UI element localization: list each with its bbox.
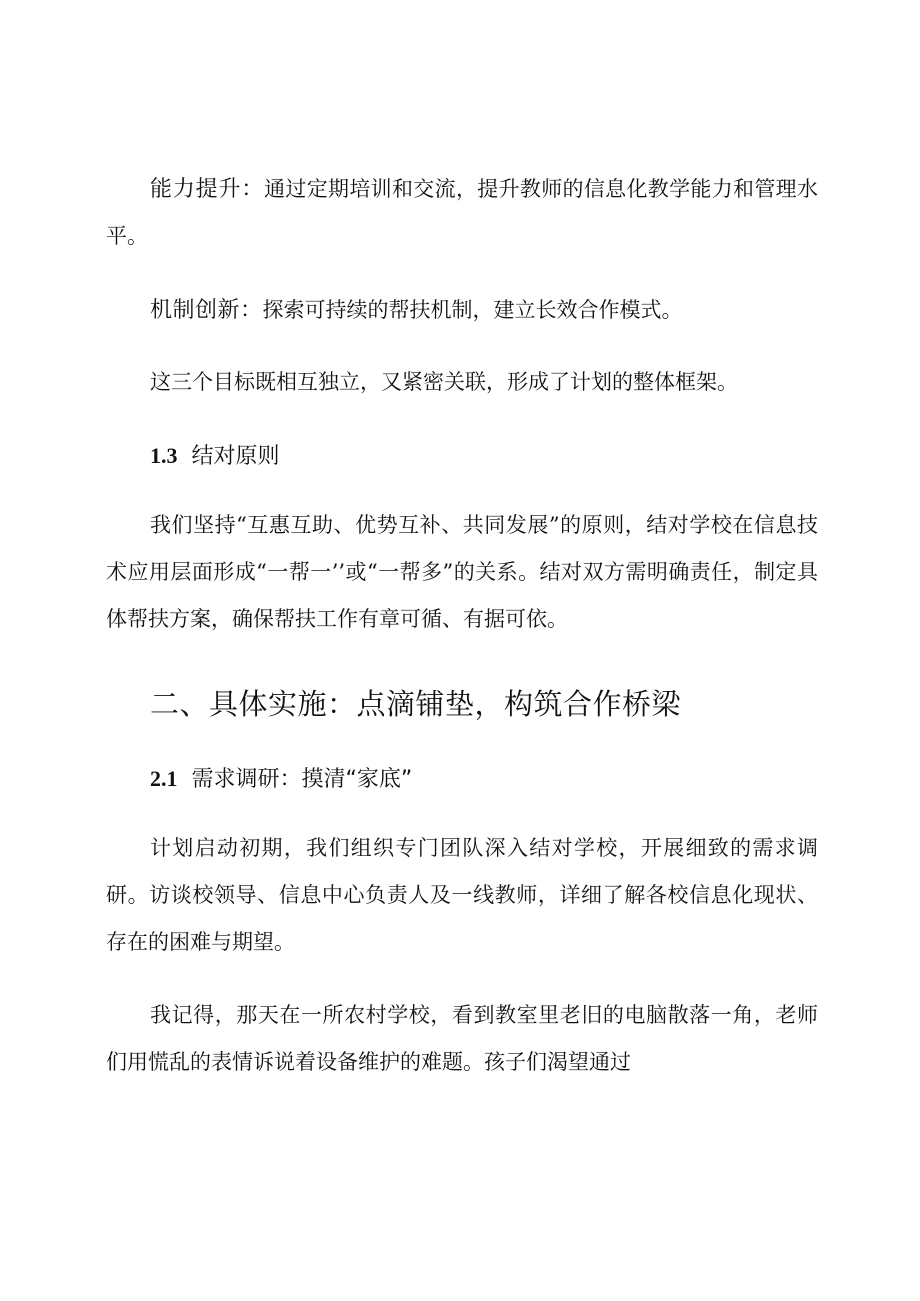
section-1-3-heading xyxy=(106,441,818,472)
section-title: 需求调研：摸清“家底” xyxy=(191,767,413,792)
section-2-1-heading xyxy=(106,764,818,795)
memory xyxy=(106,992,818,1086)
goal-mechanism xyxy=(106,287,818,334)
chapter-2-heading xyxy=(106,684,818,724)
memory-paragraph: 我记得，那天在一所农村学校，看到教室里老旧的电脑散落一角，老师们用慌乱的表情诉说着设备维护的难题。孩子们渴望通过 xyxy=(106,1003,818,1074)
principle-paragraph: 我们坚持“互惠互助、优势互补、共同发展”的原则，结对学校在信息技术应用层面形成“一帮一’’或“一帮多”的关系。结对双方需明确责任，制定具体帮扶方案，确保帮扶工作有章可循、有据可依。 xyxy=(106,513,818,631)
goal-capability xyxy=(106,166,818,260)
goal-mechanism-lead: 机制创新： xyxy=(150,298,263,323)
principle xyxy=(106,502,818,643)
research-paragraph: 计划启动初期，我们组织专门团队深入结对学校，开展细致的需求调研。访谈校领导、信息中心负责人及一线教师，详细了解各校信息化现状、存在的困难与期望。 xyxy=(106,836,818,954)
section-number: 1.3 xyxy=(150,443,178,468)
section-title: 结对原则 xyxy=(191,444,280,469)
goal-capability-paragraph xyxy=(106,166,818,260)
research xyxy=(106,825,818,966)
chapter-title: 二、具体实施：点滴铺垫，构筑合作桥梁 xyxy=(150,687,682,721)
goal-mechanism-paragraph xyxy=(106,287,818,334)
goal-capability-lead: 能力提升： xyxy=(150,177,265,202)
section-heading xyxy=(106,441,818,472)
section-number: 2.1 xyxy=(150,766,178,791)
goal-capability-text: 通过定期培训和交流，提升教师的信息化教学能力和管理水平。 xyxy=(106,177,818,248)
goal-mechanism-text: 探索可持续的帮扶机制，建立长效合作模式。 xyxy=(262,298,683,322)
summary-paragraph: 这三个目标既相互独立，又紧密关联，形成了计划的整体框架。 xyxy=(150,370,738,394)
section-heading xyxy=(106,764,818,795)
summary xyxy=(106,359,818,406)
